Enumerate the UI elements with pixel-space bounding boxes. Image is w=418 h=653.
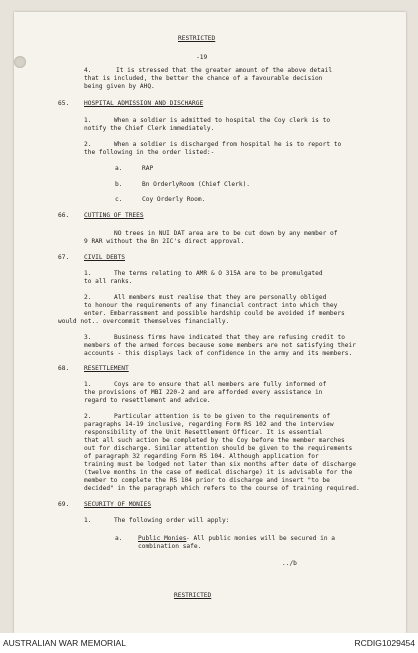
para-line: Business firms have indicated that they are refusing credit to bbox=[114, 334, 345, 341]
footer-classification: RESTRICTED bbox=[174, 592, 212, 599]
section-title: HOSPITAL ADMISSION AND DISCHARGE bbox=[84, 100, 204, 107]
para-number: 3. bbox=[84, 334, 92, 341]
para-line: the provisions of MBI 220-2 and are afforded every assistance in bbox=[84, 389, 323, 396]
para-line: the following in the order listed:- bbox=[84, 149, 215, 156]
para-line: training must be lodged not later than six months after date of discharge bbox=[84, 461, 356, 468]
section-title: CUTTING OF TREES bbox=[84, 212, 144, 219]
para-line: It is stressed that the greater amount of the above detail bbox=[116, 67, 333, 74]
para-number: 1. bbox=[84, 381, 92, 388]
section-number: 69. bbox=[58, 501, 70, 508]
para-line: notify the Chief Clerk immediately. bbox=[84, 125, 215, 132]
para-line: paragraphs 14-19 inclusive, regarding Form RS 102 and the interview bbox=[84, 421, 334, 428]
para-line: Coys are to ensure that all members are fully informed of bbox=[114, 381, 327, 388]
section-title: SECURITY OF MONIES bbox=[84, 501, 152, 508]
list-item-letter: c. bbox=[115, 196, 123, 203]
para-line: would not.. overcommit themselves financially. bbox=[58, 318, 230, 325]
list-item-letter: b. bbox=[115, 181, 123, 188]
para-line: Particular attention is to be given to the requirements of bbox=[114, 413, 331, 420]
list-item-text: combination safe. bbox=[138, 543, 202, 550]
para-line: When a soldier is admitted to hospital the Coy clerk is to bbox=[114, 117, 331, 124]
para-line: being given by AHQ. bbox=[84, 83, 155, 90]
header-classification: RESTRICTED bbox=[178, 35, 216, 42]
section-title: CIVIL DEBTS bbox=[84, 254, 125, 261]
section-number: 67. bbox=[58, 254, 70, 261]
para-line: accounts - this displays lack of confidence in the army and its members. bbox=[84, 350, 353, 357]
para-number: 4. bbox=[84, 67, 92, 74]
para-line: All members must realise that they are personally obliged bbox=[114, 294, 327, 301]
continuation-marker: ../b bbox=[282, 560, 297, 567]
para-number: 2. bbox=[84, 294, 92, 301]
para-number: 2. bbox=[84, 413, 92, 420]
para-line: When a soldier is discharged from hospital he is to report to bbox=[114, 141, 342, 148]
para-line: that is included, the better the chance of a favourable decision bbox=[84, 75, 323, 82]
punch-hole bbox=[14, 56, 26, 68]
section-number: 65. bbox=[58, 100, 70, 107]
para-line: The terms relating to AMR & O 315A are to be promulgated bbox=[114, 270, 323, 277]
list-item-letter: a. bbox=[115, 535, 123, 542]
archive-reference: RCDIG1029454 bbox=[354, 638, 415, 648]
para-line: enter. Embarrassment and possible hardship could be avoided if members bbox=[84, 310, 345, 317]
list-item-text: Coy Orderly Room. bbox=[142, 196, 206, 203]
page-number: -19 bbox=[196, 54, 208, 61]
section-title: RESETTLEMENT bbox=[84, 365, 129, 372]
list-item-text: - All public monies will be secured in a bbox=[186, 535, 336, 542]
para-line: responsibility of the Unit Resettlement Officer. It is essential bbox=[84, 429, 323, 436]
para-line: that all such action be completed by the Coy before the member marches bbox=[84, 437, 345, 444]
archive-footer bbox=[0, 633, 418, 653]
para-line: The following order will apply: bbox=[114, 517, 230, 524]
archive-name: AUSTRALIAN WAR MEMORIAL bbox=[3, 638, 126, 648]
para-line: members of the armed forces because some members are not satisfying their bbox=[84, 342, 356, 349]
para-line: regard to resettlement and advice. bbox=[84, 397, 211, 404]
para-line: to all ranks. bbox=[84, 278, 133, 285]
para-line: 9 RAR without the Bn 2IC's direct approval. bbox=[84, 238, 245, 245]
list-item-letter: a. bbox=[115, 165, 123, 172]
section-number: 68. bbox=[58, 365, 70, 372]
para-line: (twelve months in the case of medical discharge) it is advisable for the bbox=[84, 469, 353, 476]
para-line: member to complete the RS 104 prior to discharge and insert "to be bbox=[84, 477, 330, 484]
para-line: decided" in the paragraph which refers to the course of training required. bbox=[84, 485, 360, 492]
section-number: 66. bbox=[58, 212, 70, 219]
para-number: 2. bbox=[84, 141, 92, 148]
para-number: 1. bbox=[84, 517, 92, 524]
list-item-title: Public Monies bbox=[138, 535, 187, 542]
para-line: of paragraph 32 regarding Form RS 104. Although application for bbox=[84, 453, 319, 460]
list-item-text: Bn OrderlyRoom (Chief Clerk). bbox=[142, 181, 251, 188]
para-line: NO trees in NUI DAT area are to be cut down by any member of bbox=[114, 230, 338, 237]
para-line: out for discharge. Similar attention should be given to the requirements bbox=[84, 445, 353, 452]
para-number: 1. bbox=[84, 117, 92, 124]
list-item-text: RAP bbox=[142, 165, 154, 172]
para-number: 1. bbox=[84, 270, 92, 277]
para-line: to honour the requirements of any financial contract into which they bbox=[84, 302, 338, 309]
